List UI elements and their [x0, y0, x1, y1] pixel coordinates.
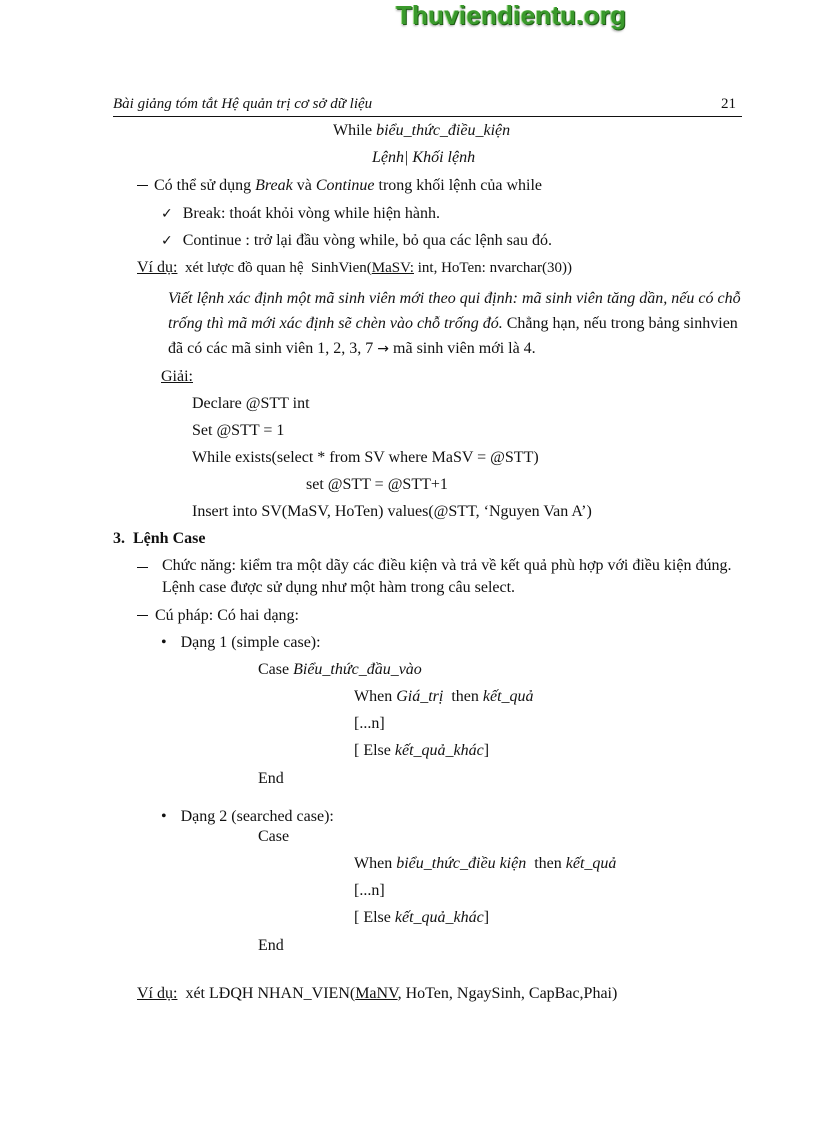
when-line [354, 855, 616, 873]
check-item [161, 232, 552, 250]
when-line [354, 688, 534, 706]
when-value: Giá_trị [396, 688, 444, 705]
form-label-text: Dạng 2 (searched case): [180, 808, 334, 825]
example-label: Ví dụ: [137, 259, 178, 276]
then-keyword: then [526, 855, 566, 872]
result-value: kết_quả [565, 855, 617, 872]
when-keyword: When [354, 688, 397, 705]
example-1-line [137, 259, 572, 277]
example-label: Ví dụ: [137, 985, 178, 1002]
check-item [161, 205, 440, 223]
solution-label [161, 368, 193, 386]
else-line [354, 909, 489, 927]
when-keyword: When [354, 855, 397, 872]
dash-icon [137, 567, 148, 568]
check-item-text: Break: thoát khỏi vòng while hiện hành. [182, 205, 441, 222]
dash-icon [137, 185, 148, 186]
else-line [354, 742, 489, 760]
bracket-close: ] [483, 909, 490, 926]
code-line: While exists(select * from SV where MaSV = @STT) [192, 449, 539, 466]
while-condition: biểu_thức_điều_kiện [376, 122, 511, 139]
section-title: Lệnh Case [133, 530, 206, 547]
page-number: 21 [721, 96, 736, 112]
while-syntax-line [333, 122, 510, 140]
bullet-icon: • [161, 808, 167, 825]
break-keyword: Break [255, 177, 293, 194]
repeat-line: [...n] [354, 715, 385, 732]
code-line: set @STT = @STT+1 [306, 476, 448, 493]
bullet-icon: • [161, 634, 167, 651]
syntax-note-text: Cú pháp: Có hai dạng: [155, 607, 299, 624]
task-text: Chẳng hạn, nếu trong bảng sinhvien đã có các mã sinh viên 1, 2, 3, 7 [168, 315, 738, 357]
dash-icon-wrap [137, 559, 154, 577]
task-text: mã sinh viên mới là 4. [389, 340, 536, 357]
note-text: và [292, 177, 316, 194]
form-1-label [161, 634, 321, 652]
code-line: Insert into SV(MaSV, HoTen) values(@STT, ‘Nguyen Van A’) [192, 503, 592, 520]
continue-keyword: Continue [315, 177, 375, 194]
break-continue-note [137, 177, 542, 195]
form-2-label [161, 808, 334, 826]
arrow-right-icon: → [377, 341, 390, 357]
example-1-task [168, 286, 744, 362]
else-keyword: [ Else [354, 742, 395, 759]
example-text: xét lược đồ quan hệ SinhVien( [177, 260, 372, 276]
primary-key: MaNV [355, 985, 398, 1002]
syntax-note [137, 607, 299, 625]
form-label-text: Dạng 1 (simple case): [180, 634, 321, 651]
else-value: kết_quả_khác [394, 742, 484, 759]
header-title: Bài giảng tóm tắt Hệ quản trị cơ sở dữ liệu [113, 96, 373, 112]
result-value: kết_quả [482, 688, 534, 705]
header-divider [113, 116, 742, 117]
note-text: trong khối lệnh của while [374, 177, 543, 194]
site-logo: Thuviendientu.org [396, 0, 627, 30]
example-text: xét LĐQH NHAN_VIEN( [177, 985, 356, 1002]
else-keyword: [ Else [354, 909, 395, 926]
task-italic: Viết lệnh xác định một mã sinh viên mới theo qui định: mã sinh viên tăng dần, nếu có chỗ trống thì mã mới xác định sẽ chèn vào chỗ trống đó. [168, 290, 741, 332]
bracket-close: ] [483, 742, 490, 759]
function-note: Chức năng: kiểm tra một dãy các điều kiện và trả về kết quả phù hợp với điều kiện đúng. Lệnh case được sử dụng như một hàm trong câu select. [162, 557, 732, 596]
while-body [372, 149, 475, 167]
else-value: kết_quả_khác [394, 909, 484, 926]
case-expression: Biểu_thức_đầu_vào [293, 661, 422, 678]
repeat-line: [...n] [354, 882, 385, 899]
while-keyword: While [333, 122, 373, 139]
while-body-text: Lệnh| Khối lệnh [372, 149, 476, 166]
primary-key: MaSV: [371, 260, 414, 276]
dash-icon [137, 615, 148, 616]
end-line: End [258, 770, 284, 787]
then-keyword: then [443, 688, 483, 705]
case-keyword: Case [258, 661, 294, 678]
note-text: Có thể sử dụng [154, 177, 256, 194]
section-heading [113, 530, 205, 548]
code-line: Set @STT = 1 [192, 422, 285, 439]
end-line: End [258, 937, 284, 954]
example-text: , HoTen, NgaySinh, CapBac,Phai) [397, 985, 618, 1002]
case-line [258, 661, 422, 679]
case-line: Case [258, 828, 290, 845]
example-2-line [137, 985, 617, 1003]
example-text: int, HoTen: nvarchar(30)) [413, 260, 573, 276]
check-item-text: Continue : trở lại đầu vòng while, bỏ qua các lệnh sau đó. [182, 232, 552, 249]
when-value: biểu_thức_điều kiện [396, 855, 527, 872]
check-icon: ✓ [161, 206, 173, 222]
code-line: Declare @STT int [192, 395, 310, 412]
solution-label-text: Giải: [161, 368, 193, 385]
check-icon: ✓ [161, 233, 173, 249]
section-number: 3. [113, 530, 125, 547]
